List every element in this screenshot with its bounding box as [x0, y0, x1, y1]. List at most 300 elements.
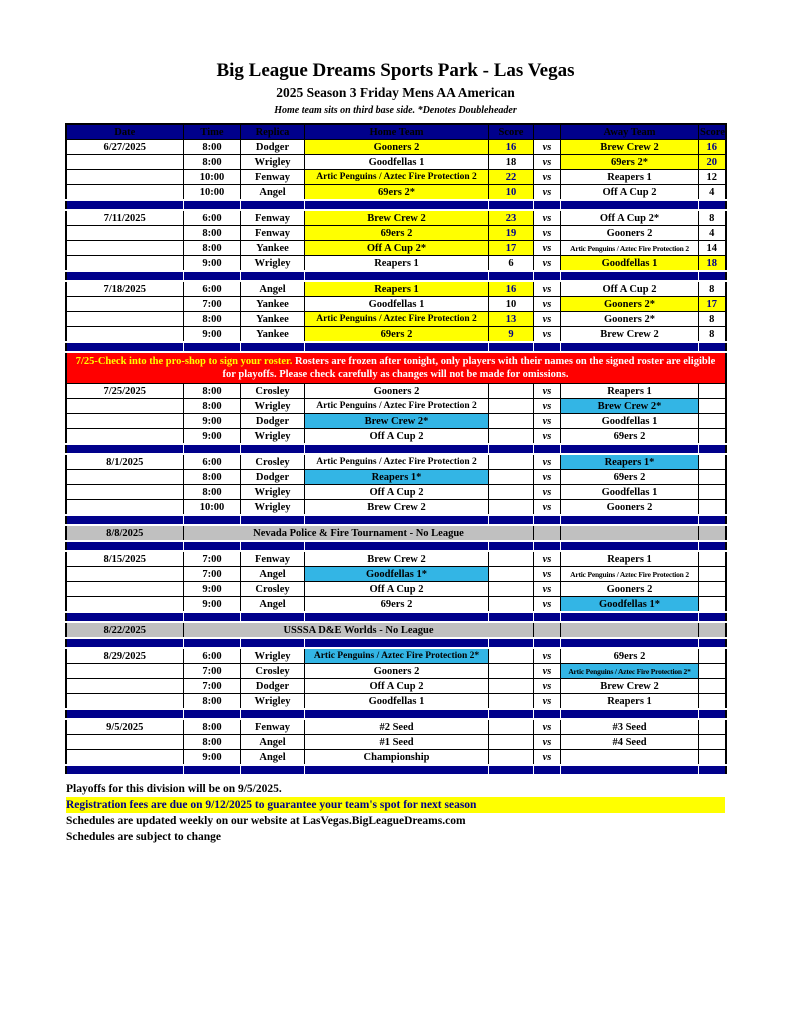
separator-cell	[305, 541, 489, 551]
time-cell: 8:00	[184, 470, 241, 485]
time-cell: 9:00	[184, 327, 241, 343]
separator-cell	[305, 200, 489, 210]
game-row	[66, 470, 726, 485]
away-score-cell	[699, 567, 726, 582]
game-row	[66, 327, 726, 343]
separator-cell	[184, 765, 241, 775]
footer-website-line: Schedules are updated weekly on our website at LasVegas.BigLeagueDreams.com	[66, 815, 466, 827]
game-row	[66, 140, 726, 155]
away-team-cell: Brew Crew 2	[561, 140, 699, 155]
away-team-cell: Goodfellas 1	[561, 256, 699, 272]
vs-label: vs	[534, 226, 561, 241]
away-score-cell	[699, 470, 726, 485]
separator-row	[66, 271, 726, 281]
vs-label: vs	[534, 567, 561, 582]
away-empty-cell	[561, 525, 699, 541]
replica-cell: Angel	[241, 597, 305, 613]
home-team-cell: #2 Seed	[305, 719, 489, 735]
separator-cell	[184, 342, 241, 352]
replica-cell: Wrigley	[241, 155, 305, 170]
vs-label: vs	[534, 185, 561, 201]
away-team-cell: Reapers 1*	[561, 454, 699, 470]
footer-registration-line: Registration fees are due on 9/12/2025 to guarantee your team's spot for next season	[66, 797, 725, 813]
replica-cell: Wrigley	[241, 500, 305, 516]
separator-cell	[489, 709, 534, 719]
home-team-cell: Off A Cup 2	[305, 679, 489, 694]
home-team-cell: Goodfellas 1	[305, 155, 489, 170]
separator-cell	[305, 638, 489, 648]
date-cell	[66, 170, 184, 185]
date-cell: 8/8/2025	[66, 525, 184, 541]
home-team-cell: Gooners 2	[305, 664, 489, 679]
replica-cell: Yankee	[241, 297, 305, 312]
date-cell: 7/11/2025	[66, 210, 184, 226]
separator-cell	[305, 765, 489, 775]
separator-cell	[241, 765, 305, 775]
separator-cell	[561, 444, 699, 454]
time-cell: 8:00	[184, 735, 241, 750]
separator-cell	[241, 271, 305, 281]
home-team-cell: Reapers 1	[305, 256, 489, 272]
date-cell	[66, 327, 184, 343]
time-cell: 8:00	[184, 312, 241, 327]
away-team-cell: #4 Seed	[561, 735, 699, 750]
roster-notice-banner	[66, 352, 726, 384]
away-empty-cell	[561, 622, 699, 638]
separator-row	[66, 200, 726, 210]
date-cell: 6/27/2025	[66, 140, 184, 155]
game-row	[66, 551, 726, 567]
home-score-cell: 9	[489, 327, 534, 343]
away-score-cell	[699, 582, 726, 597]
away-score-cell	[699, 694, 726, 710]
separator-cell	[534, 612, 561, 622]
col-header-date: Date	[66, 124, 184, 140]
home-score-cell: 10	[489, 185, 534, 201]
replica-cell: Crosley	[241, 664, 305, 679]
separator-cell	[305, 709, 489, 719]
home-team-cell: 69ers 2	[305, 226, 489, 241]
replica-cell: Angel	[241, 735, 305, 750]
away-team-cell: Artic Penguins / Aztec Fire Protection 2*	[561, 664, 699, 679]
away-team-cell: #3 Seed	[561, 719, 699, 735]
separator-cell	[241, 342, 305, 352]
away-score-cell: 16	[699, 140, 726, 155]
home-team-cell: Gooners 2	[305, 140, 489, 155]
away-team-cell: Off A Cup 2*	[561, 210, 699, 226]
time-cell: 9:00	[184, 256, 241, 272]
separator-cell	[305, 342, 489, 352]
separator-cell	[241, 515, 305, 525]
home-score-cell	[489, 485, 534, 500]
notice-highlight-text: 7/25-Check into the pro-shop to sign your roster.	[75, 356, 293, 367]
vs-label: vs	[534, 256, 561, 272]
away-team-cell: 69ers 2	[561, 470, 699, 485]
vs-label: vs	[534, 281, 561, 297]
separator-cell	[489, 515, 534, 525]
replica-cell: Wrigley	[241, 648, 305, 664]
game-row	[66, 297, 726, 312]
away-team-cell: Gooners 2*	[561, 312, 699, 327]
col-header-time: Time	[184, 124, 241, 140]
game-row	[66, 384, 726, 399]
away-score-cell	[699, 735, 726, 750]
separator-cell	[534, 444, 561, 454]
vs-label: vs	[534, 140, 561, 155]
game-row	[66, 281, 726, 297]
date-cell	[66, 567, 184, 582]
separator-cell	[699, 541, 726, 551]
vs-label: vs	[534, 719, 561, 735]
vs-label: vs	[534, 648, 561, 664]
home-team-cell: 69ers 2	[305, 597, 489, 613]
vs-label: vs	[534, 312, 561, 327]
home-team-cell: Brew Crew 2	[305, 500, 489, 516]
game-row	[66, 170, 726, 185]
game-row	[66, 185, 726, 201]
replica-cell: Fenway	[241, 226, 305, 241]
game-row	[66, 694, 726, 710]
separator-cell	[561, 709, 699, 719]
date-cell	[66, 312, 184, 327]
separator-cell	[66, 342, 184, 352]
away-score-cell	[699, 664, 726, 679]
time-cell: 9:00	[184, 582, 241, 597]
vs-label: vs	[534, 500, 561, 516]
time-cell: 9:00	[184, 414, 241, 429]
separator-cell	[489, 444, 534, 454]
away-score-cell: 8	[699, 281, 726, 297]
separator-cell	[489, 765, 534, 775]
legend-note: Home team sits on third base side. *Denotes Doubleheader	[274, 105, 517, 116]
game-row	[66, 485, 726, 500]
time-cell: 8:00	[184, 241, 241, 256]
time-cell: 6:00	[184, 210, 241, 226]
replica-cell: Dodger	[241, 140, 305, 155]
time-cell: 8:00	[184, 140, 241, 155]
replica-cell: Dodger	[241, 470, 305, 485]
replica-cell: Crosley	[241, 582, 305, 597]
time-cell: 7:00	[184, 679, 241, 694]
replica-cell: Wrigley	[241, 256, 305, 272]
replica-cell: Wrigley	[241, 485, 305, 500]
away-score-cell	[699, 551, 726, 567]
time-cell: 10:00	[184, 500, 241, 516]
home-score-cell	[489, 694, 534, 710]
date-cell	[66, 694, 184, 710]
separator-cell	[534, 638, 561, 648]
event-row	[66, 525, 726, 541]
separator-cell	[241, 200, 305, 210]
replica-cell: Fenway	[241, 170, 305, 185]
table-header-row	[66, 124, 726, 140]
home-score-cell: 10	[489, 297, 534, 312]
vs-label: vs	[534, 210, 561, 226]
separator-cell	[534, 200, 561, 210]
away-score-cell: 4	[699, 226, 726, 241]
away-score-cell: 4	[699, 185, 726, 201]
home-team-cell: Artic Penguins / Aztec Fire Protection 2	[305, 399, 489, 414]
col-header-vs	[534, 124, 561, 140]
home-score-cell	[489, 750, 534, 766]
vs-label: vs	[534, 155, 561, 170]
home-score-cell: 19	[489, 226, 534, 241]
col-header-away-score: Score	[699, 124, 726, 140]
home-team-cell: Off A Cup 2	[305, 485, 489, 500]
time-cell: 6:00	[184, 281, 241, 297]
date-cell	[66, 297, 184, 312]
away-score-cell	[699, 399, 726, 414]
replica-cell: Crosley	[241, 384, 305, 399]
schedule-table	[65, 123, 727, 776]
date-cell	[66, 679, 184, 694]
separator-row	[66, 709, 726, 719]
separator-cell	[241, 638, 305, 648]
time-cell: 8:00	[184, 485, 241, 500]
home-score-cell	[489, 399, 534, 414]
home-score-cell: 22	[489, 170, 534, 185]
separator-row	[66, 444, 726, 454]
replica-cell: Wrigley	[241, 694, 305, 710]
date-cell	[66, 226, 184, 241]
home-team-cell: Goodfellas 1	[305, 297, 489, 312]
game-row	[66, 567, 726, 582]
date-cell	[66, 399, 184, 414]
home-score-cell	[489, 664, 534, 679]
separator-cell	[561, 515, 699, 525]
date-cell	[66, 597, 184, 613]
date-cell	[66, 414, 184, 429]
home-team-cell: Reapers 1	[305, 281, 489, 297]
time-cell: 8:00	[184, 399, 241, 414]
away-score-cell	[699, 500, 726, 516]
separator-cell	[66, 271, 184, 281]
home-score-cell	[489, 648, 534, 664]
notice-banner-cell	[66, 352, 726, 384]
away-score-cell: 8	[699, 312, 726, 327]
home-score-cell	[489, 597, 534, 613]
home-team-cell: Artic Penguins / Aztec Fire Protection 2	[305, 170, 489, 185]
date-cell: 7/25/2025	[66, 384, 184, 399]
separator-row	[66, 515, 726, 525]
replica-cell: Angel	[241, 185, 305, 201]
footer-block	[66, 781, 725, 845]
away-team-cell: Off A Cup 2	[561, 185, 699, 201]
home-team-cell: Artic Penguins / Aztec Fire Protection 2	[305, 312, 489, 327]
replica-cell: Yankee	[241, 241, 305, 256]
separator-row	[66, 541, 726, 551]
separator-cell	[489, 612, 534, 622]
game-row	[66, 155, 726, 170]
separator-cell	[561, 638, 699, 648]
separator-cell	[699, 342, 726, 352]
separator-cell	[66, 541, 184, 551]
col-header-replica: Replica	[241, 124, 305, 140]
separator-row	[66, 342, 726, 352]
time-cell: 6:00	[184, 648, 241, 664]
game-row	[66, 648, 726, 664]
replica-cell: Wrigley	[241, 399, 305, 414]
date-cell	[66, 155, 184, 170]
away-team-cell: 69ers 2*	[561, 155, 699, 170]
time-cell: 8:00	[184, 155, 241, 170]
home-team-cell: Brew Crew 2	[305, 551, 489, 567]
away-team-cell: Reapers 1	[561, 551, 699, 567]
event-row	[66, 622, 726, 638]
away-team-cell: Brew Crew 2	[561, 327, 699, 343]
separator-cell	[305, 444, 489, 454]
page-title: Big League Dreams Sports Park - Las Vegas	[216, 60, 575, 81]
separator-cell	[699, 200, 726, 210]
replica-cell: Yankee	[241, 312, 305, 327]
home-score-cell	[489, 679, 534, 694]
game-row	[66, 719, 726, 735]
vs-label: vs	[534, 454, 561, 470]
away-team-cell: Off A Cup 2	[561, 281, 699, 297]
home-score-cell	[489, 429, 534, 445]
away-score-cell: 12	[699, 170, 726, 185]
separator-cell	[305, 271, 489, 281]
separator-cell	[534, 541, 561, 551]
vs-label: vs	[534, 750, 561, 766]
separator-cell	[305, 612, 489, 622]
away-team-cell: Goodfellas 1	[561, 414, 699, 429]
away-score-cell	[699, 429, 726, 445]
separator-cell	[699, 612, 726, 622]
event-label: Nevada Police & Fire Tournament - No League	[184, 525, 534, 541]
home-score-cell: 16	[489, 140, 534, 155]
separator-cell	[489, 541, 534, 551]
away-score-cell: 20	[699, 155, 726, 170]
date-cell	[66, 256, 184, 272]
date-cell	[66, 185, 184, 201]
col-header-home-team: Home Team	[305, 124, 489, 140]
date-cell: 7/18/2025	[66, 281, 184, 297]
separator-cell	[699, 271, 726, 281]
home-score-cell	[489, 719, 534, 735]
home-score-cell: 6	[489, 256, 534, 272]
home-score-cell: 18	[489, 155, 534, 170]
replica-cell: Dodger	[241, 679, 305, 694]
time-cell: 6:00	[184, 454, 241, 470]
col-header-away-team: Away Team	[561, 124, 699, 140]
home-team-cell: Brew Crew 2	[305, 210, 489, 226]
game-row	[66, 399, 726, 414]
date-cell: 9/5/2025	[66, 719, 184, 735]
home-team-cell: Reapers 1*	[305, 470, 489, 485]
game-row	[66, 735, 726, 750]
game-row	[66, 241, 726, 256]
game-row	[66, 226, 726, 241]
home-score-cell	[489, 454, 534, 470]
away-score-cell	[699, 414, 726, 429]
away-score-cell	[699, 597, 726, 613]
away-score-cell	[699, 485, 726, 500]
separator-cell	[699, 765, 726, 775]
away-score-cell: 17	[699, 297, 726, 312]
game-row	[66, 597, 726, 613]
separator-cell	[184, 271, 241, 281]
score-empty-cell	[699, 525, 726, 541]
separator-cell	[184, 709, 241, 719]
separator-cell	[534, 271, 561, 281]
footer-change-line: Schedules are subject to change	[66, 831, 222, 843]
vs-label: vs	[534, 241, 561, 256]
away-score-cell: 18	[699, 256, 726, 272]
separator-cell	[66, 200, 184, 210]
away-team-cell: Goodfellas 1*	[561, 597, 699, 613]
vs-label: vs	[534, 551, 561, 567]
game-row	[66, 312, 726, 327]
separator-cell	[66, 765, 184, 775]
game-row	[66, 679, 726, 694]
home-score-cell	[489, 582, 534, 597]
home-team-cell: Brew Crew 2*	[305, 414, 489, 429]
separator-row	[66, 612, 726, 622]
vs-label: vs	[534, 297, 561, 312]
away-score-cell: 8	[699, 210, 726, 226]
home-score-cell	[489, 500, 534, 516]
separator-cell	[561, 765, 699, 775]
separator-cell	[66, 709, 184, 719]
date-cell: 8/15/2025	[66, 551, 184, 567]
replica-cell: Angel	[241, 567, 305, 582]
away-team-cell: Artic Penguins / Aztec Fire Protection 2	[561, 241, 699, 256]
game-row	[66, 256, 726, 272]
away-team-cell: Reapers 1	[561, 170, 699, 185]
replica-cell: Crosley	[241, 454, 305, 470]
separator-cell	[241, 541, 305, 551]
home-score-cell	[489, 384, 534, 399]
home-score-cell	[489, 414, 534, 429]
away-team-cell: Gooners 2	[561, 582, 699, 597]
separator-cell	[489, 342, 534, 352]
away-score-cell	[699, 648, 726, 664]
home-score-cell	[489, 735, 534, 750]
home-score-cell: 17	[489, 241, 534, 256]
away-score-cell	[699, 719, 726, 735]
vs-empty-cell	[534, 622, 561, 638]
vs-label: vs	[534, 679, 561, 694]
vs-label: vs	[534, 664, 561, 679]
date-cell	[66, 470, 184, 485]
header-block	[0, 0, 791, 116]
separator-cell	[66, 515, 184, 525]
separator-cell	[184, 612, 241, 622]
home-team-cell: Artic Penguins / Aztec Fire Protection 2*	[305, 648, 489, 664]
time-cell: 10:00	[184, 170, 241, 185]
vs-label: vs	[534, 384, 561, 399]
away-team-cell: Artic Penguins / Aztec Fire Protection 2	[561, 567, 699, 582]
away-score-cell: 8	[699, 327, 726, 343]
home-team-cell: 69ers 2	[305, 327, 489, 343]
home-score-cell	[489, 551, 534, 567]
time-cell: 7:00	[184, 664, 241, 679]
separator-cell	[489, 271, 534, 281]
away-score-cell	[699, 384, 726, 399]
separator-cell	[561, 612, 699, 622]
replica-cell: Fenway	[241, 210, 305, 226]
home-score-cell	[489, 470, 534, 485]
replica-cell: Fenway	[241, 551, 305, 567]
date-cell: 8/29/2025	[66, 648, 184, 664]
away-team-cell: Reapers 1	[561, 384, 699, 399]
vs-label: vs	[534, 399, 561, 414]
separator-cell	[534, 342, 561, 352]
time-cell: 9:00	[184, 750, 241, 766]
vs-label: vs	[534, 735, 561, 750]
game-row	[66, 582, 726, 597]
